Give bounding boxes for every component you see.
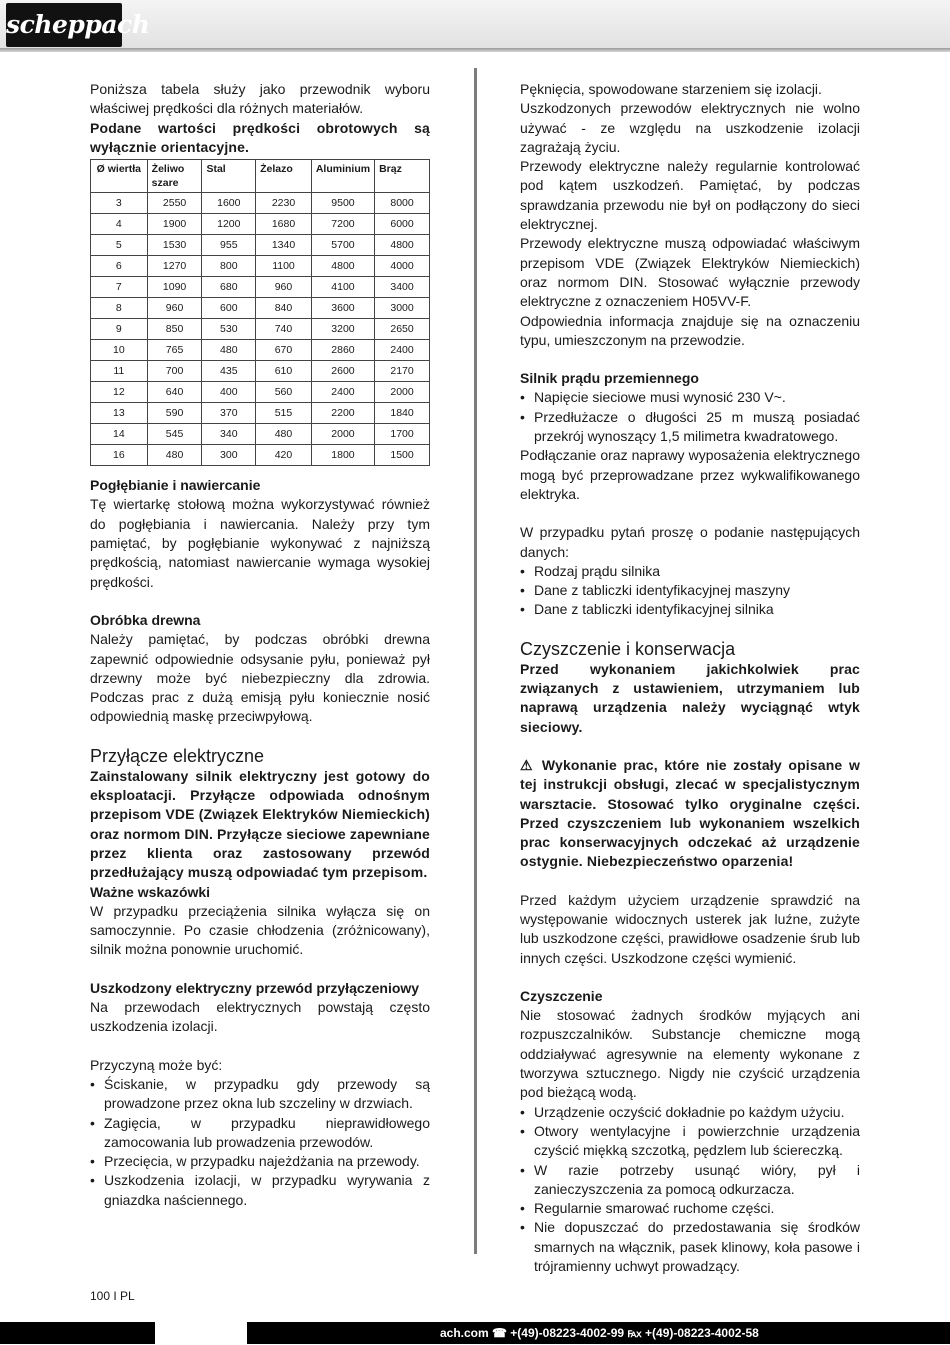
table-cell: 960 <box>256 277 312 298</box>
table-cell: 2860 <box>311 340 374 361</box>
table-row <box>91 319 430 340</box>
table-cell: 8000 <box>375 193 430 214</box>
page-number: 100 I PL <box>90 1289 135 1303</box>
table-cell: 4800 <box>375 235 430 256</box>
paragraph: Przed każdym użyciem urządzenie sprawdzić na występowanie widocznych usterek jak luźne, zużyte lub uszkodzone części, prawidłowe osadzenie śrub lub innych części. Uszkodzone części wymienić. <box>520 891 860 966</box>
table-cell: 3000 <box>375 298 430 319</box>
table-cell: 4100 <box>311 277 374 298</box>
table-cell: 6000 <box>375 214 430 235</box>
table-cell: 2400 <box>375 340 430 361</box>
list-item: • Rodzaj prądu silnika <box>520 562 860 581</box>
table-cell: 640 <box>147 382 202 403</box>
section-title: Pogłębianie i nawiercanie <box>90 477 261 494</box>
list-item: • Uszkodzenia izolacji, w przypadku wyrywania z gniazdka naściennego. <box>90 1171 430 1210</box>
table-cell: 1090 <box>147 277 202 298</box>
table-cell: 4 <box>91 214 148 235</box>
footer-contact: ach.com ☎ +(49)-08223-4002-99 ℻ +(49)-08223-4002-58 <box>440 1326 759 1340</box>
table-row <box>91 382 430 403</box>
intro-note: Podane wartości prędkości obrotowych są wyłącznie orientacyjne. <box>90 119 430 155</box>
table-cell: 680 <box>202 277 256 298</box>
table-cell: 480 <box>256 424 312 445</box>
table-cell: 13 <box>91 403 148 424</box>
section-title: Ważne wskazówki <box>90 883 211 900</box>
table-cell: 1530 <box>147 235 202 256</box>
cleaning-note: Przed wykonaniem jakichkolwiek prac związanych z ustawieniem, utrzymaniem lub naprawą urządzenia należy wyciągnąć wtyk sieciowy. <box>520 660 860 735</box>
table-row <box>91 361 430 382</box>
section-title: Obróbka drewna <box>90 611 201 628</box>
table-cell: 8 <box>91 298 148 319</box>
table-cell: 600 <box>202 298 256 319</box>
table-row <box>91 214 430 235</box>
table-cell: 2200 <box>311 403 374 424</box>
paragraph: Przewody elektryczne należy regularnie kontrolować pod kątem uszkodzeń. Pamiętać, by podczas sprawdzania przewodu nie był on podłączony do sieci elektrycznej. <box>520 158 860 233</box>
table-cell: 850 <box>147 319 202 340</box>
question-list <box>520 562 860 620</box>
table-cell: 545 <box>147 424 202 445</box>
table-cell: 1800 <box>311 445 374 466</box>
table-cell: 960 <box>147 298 202 319</box>
paragraph: Nie stosować żadnych środków myjących ani rozpuszczalników. Substancje chemiczne mogą oddziaływać agresywnie na elementy wykonane z tworzywa sztucznego. Nigdy nie czyścić urządzenia pod bieżącą wodą. <box>520 1007 860 1101</box>
table-cell: 2550 <box>147 193 202 214</box>
paragraph: W przypadku pytań proszę o podanie następujących danych: <box>520 524 860 560</box>
table-row <box>91 193 430 214</box>
table-cell: 610 <box>256 361 312 382</box>
table-cell: 16 <box>91 445 148 466</box>
paragraph: Pęknięcia, spowodowane starzeniem się izolacji. <box>520 81 822 97</box>
header-divider <box>0 48 950 52</box>
table-row <box>91 298 430 319</box>
section-title: Silnik prądu przemiennego <box>520 370 699 387</box>
list-item: • Ściskanie, w przypadku gdy przewody są prowadzone przez okna lub szczeliny w drzwiach. <box>90 1075 430 1114</box>
list-item: • W razie potrzeby usunąć wióry, pył i zanieczyszczenia za pomocą odkurzacza. <box>520 1161 860 1200</box>
section-text: W przypadku przeciążenia silnika wyłącza się on samoczynnie. Po czasie chłodzenia (zróżnicowany), silnik można ponownie uruchomić. <box>90 902 430 958</box>
section-title: Uszkodzony elektryczny przewód przyłączeniowy <box>90 979 420 996</box>
heading-cleaning: Czyszczenie i konserwacja <box>520 638 736 659</box>
table-cell: 1500 <box>375 445 430 466</box>
table-cell: 4800 <box>311 256 374 277</box>
column-divider <box>474 68 477 1254</box>
left-column <box>90 80 430 1210</box>
scheppach-logo: scheppach <box>6 3 122 47</box>
table-row <box>91 403 430 424</box>
table-cell: 480 <box>202 340 256 361</box>
table-row <box>91 340 430 361</box>
cleaning-list <box>520 1103 860 1277</box>
paragraph: Odpowiednia informacja znajduje się na oznaczeniu typu, umieszczonym na przewodzie. <box>520 312 860 348</box>
table-cell: 1200 <box>202 214 256 235</box>
table-cell: 480 <box>147 445 202 466</box>
table-cell: 340 <box>202 424 256 445</box>
list-item: • Zagięcia, w przypadku nieprawidłowego zamocowania lub prowadzenia przewodów. <box>90 1114 430 1153</box>
warning-text: Wykonanie prac, które nie zostały opisane w tej instrukcji obsługi, zlecać w specjalistycznym warsztacie. Stosować tylko oryginalne części. Przed czyszczeniem lub wykonaniem wszelkich prac konserwacyjnych odczekać aż urządzenie ostygnie. Niebezpieczeństwo oparzenia! <box>520 756 860 870</box>
table-cell: 2000 <box>375 382 430 403</box>
paragraph: Podłączanie oraz naprawy wyposażenia elektrycznego mogą być przeprowadzane przez wykwalifikowanego elektryka. <box>520 447 860 502</box>
table-cell: 4000 <box>375 256 430 277</box>
electrical-note: Zainstalowany silnik elektryczny jest gotowy do eksploatacji. Przyłącze odpowiada odnośnym przepisom VDE (Związek Elektryków Niemieckich) oraz normom DIN. Przyłącze sieciowe zapewniane przez klienta oraz zastosowany przewód przedłużający muszą odpowiadać tym przepisom. <box>90 767 430 881</box>
ac-list <box>520 388 860 446</box>
list-item: • Przecięcia, w przypadku najeżdżania na przewody. <box>90 1152 430 1171</box>
table-body <box>91 193 430 466</box>
table-cell: 14 <box>91 424 148 445</box>
table-cell: 2230 <box>256 193 312 214</box>
table-row <box>91 277 430 298</box>
table-header-cell: Aluminium <box>311 160 374 193</box>
table-row <box>91 424 430 445</box>
section-title: Czyszczenie <box>520 987 603 1004</box>
list-item: • Nie dopuszczać do przedostawania się środków smarnych na włącznik, pasek klinowy, koła pasowe i trójramienny uchwyt prowadzący. <box>520 1218 860 1276</box>
table-header-cell: Żeliwo szare <box>147 160 202 193</box>
table-cell: 2170 <box>375 361 430 382</box>
list-item: • Otwory wentylacyjne i powierzchnie urządzenia czyścić miękką szczotką, pędzlem lub ściereczką. <box>520 1122 860 1161</box>
speed-table <box>90 159 430 466</box>
table-cell: 3600 <box>311 298 374 319</box>
warning-block <box>520 756 860 872</box>
table-cell: 10 <box>91 340 148 361</box>
list-item: • Napięcie sieciowe musi wynosić 230 V~. <box>520 388 860 407</box>
list-item: • Dane z tabliczki identyfikacyjnej silnika <box>520 600 860 619</box>
table-cell: 9 <box>91 319 148 340</box>
table-cell: 700 <box>147 361 202 382</box>
table-cell: 3 <box>91 193 148 214</box>
table-header-cell: Żelazo <box>256 160 312 193</box>
table-row <box>91 445 430 466</box>
table-cell: 590 <box>147 403 202 424</box>
table-cell: 300 <box>202 445 256 466</box>
paragraph: Przewody elektryczne muszą odpowiadać właściwym przepisom VDE (Związek Elektryków Niemieckich) oraz normom DIN. Stosować wyłącznie przewody elektryczne z oznaczeniem H05VV-F. <box>520 235 860 310</box>
list-item: • Urządzenie oczyścić dokładnie po każdym użyciu. <box>520 1103 860 1122</box>
table-cell: 840 <box>256 298 312 319</box>
table-cell: 1680 <box>256 214 312 235</box>
table-cell: 800 <box>202 256 256 277</box>
table-header-cell: Ø wiertła <box>91 160 148 193</box>
table-cell: 2650 <box>375 319 430 340</box>
table-cell: 9500 <box>311 193 374 214</box>
section-text: Tę wiertarkę stołową można wykorzystywać również do pogłębiania i nawiercania. Należy przy tym pamiętać, by pogłębianie wykonywać z najniższą prędkością, natomiast nawiercanie wymaga wysokiej prędkości. <box>90 496 430 590</box>
right-column <box>520 80 860 1276</box>
intro-text: Poniższa tabela służy jako przewodnik wyboru właściwej prędkości dla różnych materiałów. <box>90 81 430 117</box>
table-cell: 955 <box>202 235 256 256</box>
list-item: • Przedłużacze o długości 25 m muszą posiadać przekrój wynoszący 1,5 milimetra kwadratowego. <box>520 408 860 447</box>
list-item: • Dane z tabliczki identyfikacyjnej maszyny <box>520 581 860 600</box>
table-cell: 1600 <box>202 193 256 214</box>
section-text: Należy pamiętać, by podczas obróbki drewna zapewnić odpowiednie odsysanie pyłu, ponieważ pył drzewny może być niebezpieczny dla zdrowia. Podczas prac z dużą emisją pyłu koniecznie nosić odpowiednią maskę przeciwpyłową. <box>90 631 430 725</box>
table-cell: 2600 <box>311 361 374 382</box>
table-header-cell: Stal <box>202 160 256 193</box>
table-cell: 1900 <box>147 214 202 235</box>
table-row <box>91 235 430 256</box>
table-cell: 1270 <box>147 256 202 277</box>
table-cell: 1840 <box>375 403 430 424</box>
table-cell: 400 <box>202 382 256 403</box>
footer-gap <box>155 1322 247 1344</box>
heading-electrical: Przyłącze elektryczne <box>90 745 265 766</box>
table-cell: 6 <box>91 256 148 277</box>
table-cell: 670 <box>256 340 312 361</box>
table-cell: 7 <box>91 277 148 298</box>
table-cell: 435 <box>202 361 256 382</box>
table-cell: 765 <box>147 340 202 361</box>
table-cell: 5700 <box>311 235 374 256</box>
cause-list <box>90 1075 430 1210</box>
table-cell: 530 <box>202 319 256 340</box>
table-cell: 3400 <box>375 277 430 298</box>
table-cell: 11 <box>91 361 148 382</box>
table-cell: 560 <box>256 382 312 403</box>
table-cell: 1340 <box>256 235 312 256</box>
table-cell: 515 <box>256 403 312 424</box>
table-cell: 420 <box>256 445 312 466</box>
table-cell: 2400 <box>311 382 374 403</box>
table-row <box>91 256 430 277</box>
table-cell: 3200 <box>311 319 374 340</box>
table-header-cell: Brąz <box>375 160 430 193</box>
list-item: • Regularnie smarować ruchome części. <box>520 1199 860 1218</box>
warning-icon: ⚠ <box>520 756 536 773</box>
table-cell: 2000 <box>311 424 374 445</box>
table-cell: 5 <box>91 235 148 256</box>
section-text: Na przewodach elektrycznych powstają często uszkodzenia izolacji. <box>90 999 430 1035</box>
table-cell: 12 <box>91 382 148 403</box>
paragraph: Uszkodzonych przewodów elektrycznych nie wolno używać - ze względu na uszkodzenie izolacji zagrażają życiu. <box>520 100 860 155</box>
table-cell: 370 <box>202 403 256 424</box>
cause-intro: Przyczyną może być: <box>90 1056 223 1073</box>
table-cell: 7200 <box>311 214 374 235</box>
table-cell: 1700 <box>375 424 430 445</box>
table-cell: 1100 <box>256 256 312 277</box>
table-header-row <box>91 160 430 193</box>
table-cell: 740 <box>256 319 312 340</box>
